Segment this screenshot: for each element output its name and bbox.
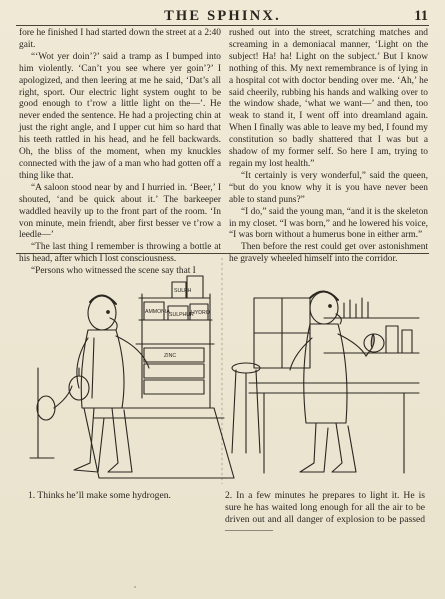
illustration-rule: [16, 253, 429, 254]
panel-one-drawing: [30, 276, 234, 478]
comic-illustration: [24, 258, 422, 484]
drawer-label-zinc: ZINC: [164, 353, 177, 359]
bottle-label-hydro: HYDRO: [191, 310, 210, 316]
paragraph: rushed out into the street, scratching matches and screaming in a demoniacal manner, ‘Light on the subject! Ha! ha! Light on the subject.’ But I know nothing of this. My next remembrance is of lying in a hospital cot with doctor bending over me. ‘Ah,’ he said cheerily, rubbing his hands and walking over to the window shade, ‘what we want—’ and then, too weak to stand it, I went off into dreamland again. When I finally was able to leave my bed, I found my constitution so badly shattered that I was but a shadow of my former self. So here I am, trying to regain my lost health.”: [229, 28, 428, 169]
bottle-label-sulph: SULPH: [174, 288, 192, 294]
paragraph: “It certainly is very wonderful,” said the queen, “but do you know why it is you have never been able to stand puns?”: [229, 170, 428, 205]
paper-speck: [134, 586, 136, 588]
right-column: [229, 28, 428, 266]
paragraph: Then before the rest could get over astonishment he gravely wheeled himself into the corridor.: [229, 242, 428, 265]
left-column: [19, 28, 221, 278]
running-header: [0, 6, 445, 26]
caption-panel-one: 1. Thinks he’ll make some hydrogen.: [28, 490, 171, 501]
paragraph: “Persons who witnessed the scene say that I: [31, 266, 196, 277]
paragraph: fore he finished I had started down the street at a 2:40 gait.: [19, 28, 221, 50]
page-number: 11: [414, 8, 428, 24]
paragraph: “A saloon stood near by and I hurried in. ‘Beer,’ I shouted, ‘and be quick about it.’ The barkeeper waddled heavily up to the front part of the room. ‘In von minute, mein friendt, aber first besser ve t’row a leedle—’: [19, 182, 221, 241]
paragraph: “‘Wot yer doin’?’ said a tramp as I bumped into him violently. ‘Can’t you see where yer goin’?’ I apologized, and then leering at me he said, ‘Dat’s all right, sport. Our electric light system ought to be good enough to t’row a little light on the—’. He never ended the sentence. He had a projecting chin at just the right angle, and I upper cut him so hard that his teeth rattled in his head, and he fell backwards. Oh, the bliss of the moment, when my knuckles connected with the jaw of a man who had gotten off a thing like that.: [19, 51, 221, 181]
paragraph: “I do,” said the young man, “and it is the skeleton in my closet. “I was born,” and he lowered his voice, “I was born without a humerus bone in either arm.”: [229, 206, 428, 241]
panel-two-drawing: [232, 291, 419, 473]
caption-panel-two: 2. In a few minutes he prepares to light it. He is sure he has waited long enough for all the air to be driven out and all danger of explosion to be passed—————: [225, 490, 425, 537]
paragraph: “The last thing I remember is throwing a bottle at his head, after which I lost consciousness.: [19, 242, 221, 265]
header-rule: [16, 25, 429, 26]
page-title: THE SPHINX.: [164, 8, 281, 24]
bottle-label-sulphur: SULPHUR: [169, 312, 194, 318]
bottle-label-ammonia: AMMONIA: [145, 309, 170, 315]
